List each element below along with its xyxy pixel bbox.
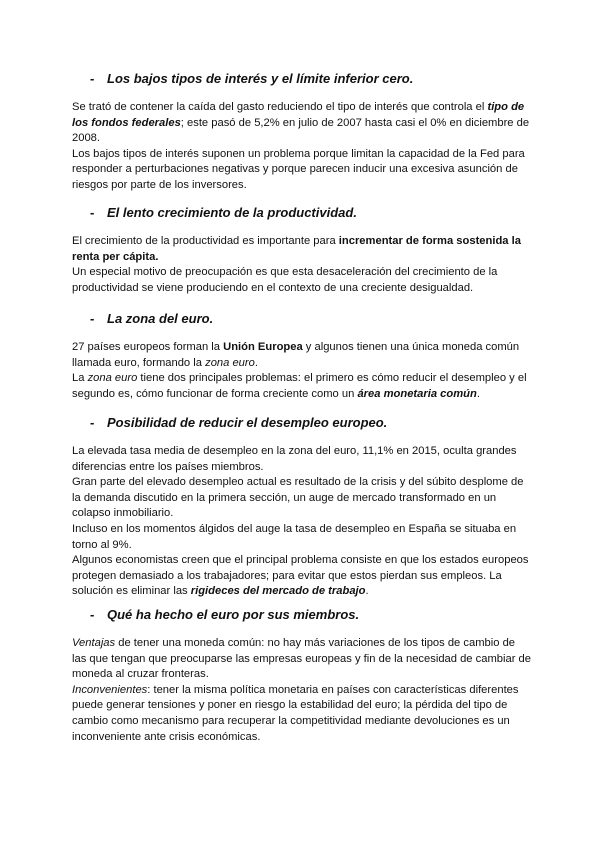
text-run: : tener la misma política monetaria en países con características diferentes puede generar tensiones y poner en riesgo la estabilidad del euro; la pérdida del tipo de cambio como mecanismo para recuperar la competitividad mediante devoluciones es un inconveniente ante crisis económicas. xyxy=(72,683,519,743)
paragraph: Gran parte del elevado desempleo actual es resultado de la crisis y del súbito desplome de la demanda discutido en la primera sección, un auge de mercado transformado en un colapso inmobiliario. xyxy=(72,476,524,520)
paragraph: La elevada tasa media de desempleo en la zona del euro, 11,1% en 2015, oculta grandes diferencias entre los países miembros. xyxy=(72,445,517,473)
emphasis-text: incrementar de forma sostenida la renta per cápita. xyxy=(72,235,521,263)
paragraph xyxy=(72,340,532,371)
heading-text: Posibilidad de reducir el desempleo europeo. xyxy=(107,415,388,430)
paragraph xyxy=(72,553,532,600)
emphasis-text: Unión Europea xyxy=(223,341,303,353)
bullet-dash: - xyxy=(90,415,95,430)
italic-text: Inconvenientes xyxy=(72,683,148,696)
italic-text: zona euro xyxy=(87,372,138,385)
paragraph: Incluso en los momentos álgidos del auge la tasa de desempleo en España se situaba en torno al 9%. xyxy=(72,522,517,551)
section-european-unemployment xyxy=(72,414,532,600)
paragraph: Los bajos tipos de interés suponen un problema porque limitan la capacidad de la Fed para responder a perturbaciones negativas y porque parecen inducir una excesiva asunción de riesgos por parte de los inversores. xyxy=(72,147,525,191)
paragraph xyxy=(72,234,532,265)
bullet-dash: - xyxy=(90,607,95,622)
bullet-dash: - xyxy=(90,311,95,326)
text-run: . xyxy=(476,387,480,400)
italic-text: zona euro xyxy=(205,356,255,369)
text-run: y algunos tienen una única moneda común llamada euro, formando la xyxy=(72,341,520,369)
text-run: ; este pasó de 5,2% en julio de 2007 hasta casi el 0% en diciembre de 2008. xyxy=(72,116,530,145)
bullet-dash: - xyxy=(90,205,95,220)
paragraph xyxy=(72,100,532,147)
section-productivity xyxy=(72,204,532,296)
text-run: 27 países europeos forman la xyxy=(72,341,224,353)
text-run: tiene dos principales problemas: el primero es cómo reducir el desempleo y el segundo es, cómo funcionar de forma creciente como un xyxy=(72,372,527,400)
section-heading xyxy=(72,414,532,432)
paragraph xyxy=(72,683,532,745)
heading-text: El lento crecimiento de la productividad. xyxy=(107,205,357,220)
section-heading xyxy=(72,70,532,88)
bullet-dash: - xyxy=(90,71,95,86)
emphasis-text: área monetaria común xyxy=(357,387,477,400)
italic-text: Ventajas xyxy=(72,637,116,649)
section-heading xyxy=(72,606,532,624)
paragraph: Un especial motivo de preocupación es que esta desaceleración del crecimiento de la productividad se viene produciendo en el contexto de una creciente desigualdad. xyxy=(72,266,498,294)
emphasis-text: rigideces del mercado de trabajo xyxy=(190,585,366,598)
text-run: de tener una moneda común: no hay más variaciones de los tipos de cambio de las que tengan que preocuparse las empresas europeas y fin de la necesidad de cambiar de moneda al cruzar fronteras. xyxy=(72,637,531,681)
heading-text: La zona del euro. xyxy=(107,311,214,326)
section-euro-zone xyxy=(72,310,532,402)
heading-text: Los bajos tipos de interés y el límite inferior cero. xyxy=(107,71,414,86)
paragraph xyxy=(72,636,532,683)
section-heading xyxy=(72,310,532,328)
text-run: Se trató de contener la caída del gasto reduciendo el tipo de interés que controla el xyxy=(72,101,488,113)
section-heading xyxy=(72,204,532,222)
text-run: . xyxy=(365,585,369,598)
section-euro-members xyxy=(72,606,532,745)
emphasis-text: tipo de los fondos federales xyxy=(72,101,525,129)
heading-text: Qué ha hecho el euro por sus miembros. xyxy=(107,607,360,622)
paragraph xyxy=(72,371,532,402)
text-run: Algunos economistas creen que el principal problema consiste en que los estados europeos protegen demasiado a los trabajadores; para evitar que estos pierdan sus empleos. La solución es eliminar las xyxy=(72,554,529,598)
text-run: . xyxy=(254,356,258,369)
text-run: El crecimiento de la productividad es importante para xyxy=(72,235,339,247)
text-run: La xyxy=(72,372,88,385)
section-low-interest-rates xyxy=(72,70,532,194)
